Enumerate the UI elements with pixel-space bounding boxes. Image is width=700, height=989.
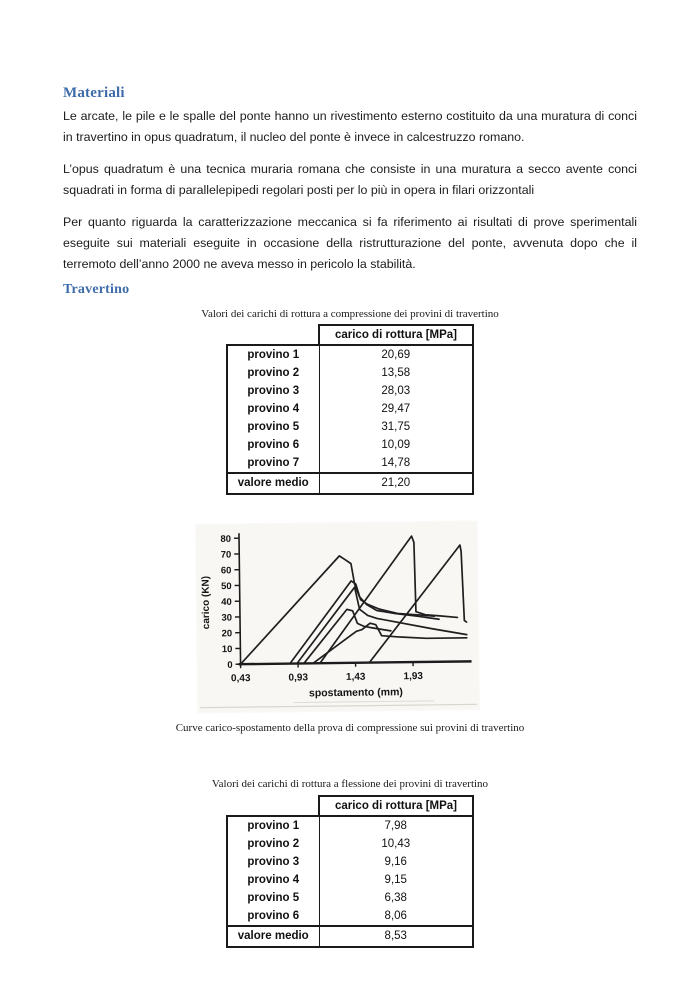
row-value: 8,53 [319,926,473,947]
y-tick-label: 30 [221,612,233,624]
y-tick-label: 50 [220,581,232,593]
heading-materiali: Materiali [63,85,125,101]
paragraph-opus-quadratum: L’opus quadratum è una tecnica muraria romana che consiste in una muratura a secco avente conci squadrati in forma di parallelepipedi regolari posti per lo più in opera in filari orizzontali [63,162,637,197]
row-label: provino 6 [227,436,319,454]
table-row [227,907,473,926]
row-label: valore medio [227,473,319,494]
header-blank-cell [227,325,319,345]
table-flessione-caption: Valori dei carichi di rottura a flessione dei provini di travertino [211,778,489,790]
table-row [227,418,473,436]
x-tick-label: 1,93 [403,670,424,683]
row-label: provino 4 [227,400,319,418]
row-value: 20,69 [319,345,473,364]
table-row [227,871,473,889]
series-curva-2 [289,580,435,664]
row-value: 9,16 [319,853,473,871]
x-tick-label: 0,43 [230,673,251,685]
table-compressione [226,324,474,495]
row-label: provino 5 [227,889,319,907]
table-row [227,364,473,382]
row-value: 21,20 [319,473,473,494]
scan-artifact-line [294,701,434,703]
row-value: 7,98 [319,816,473,835]
series-curva-7 [368,545,467,663]
y-axis-label: carico (KN) [200,575,213,630]
header-carico-di-rottura: carico di rottura [MPa] [319,796,473,816]
row-label: provino 1 [227,816,319,835]
table-row [227,400,473,418]
row-label: provino 2 [227,364,319,382]
table-row [227,853,473,871]
table-flessione [226,795,474,948]
heading-travertino: Travertino [63,282,130,297]
series-curva-4 [303,609,391,664]
table-header-row [227,325,473,345]
row-label: provino 1 [227,345,319,364]
row-label: provino 5 [227,418,319,436]
row-label: provino 7 [227,454,319,473]
table-footer-row [227,473,473,494]
y-tick-label: 70 [220,549,232,561]
y-axis [239,533,241,666]
row-value: 29,47 [319,400,473,418]
paragraph-caratterizzazione: Per quanto riguarda la caratterizzazione meccanica si fa riferimento ai risultati di prove sperimentali eseguite sui materiali eseguite in occasione della ristrutturazione del ponte, avvenuta dopo che il terremoto dell’anno 2000 ne aveva messo in pericolo la stabilità. [63,215,637,271]
table-row [227,345,473,364]
row-value: 6,38 [319,889,473,907]
y-tick-label: 60 [220,565,232,577]
row-label: provino 6 [227,907,319,926]
table-row [227,382,473,400]
table-compressione-caption: Valori dei carichi di rottura a compressione dei provini di travertino [201,308,499,320]
chart-figure [196,521,479,712]
row-value: 14,78 [319,454,473,473]
row-value: 28,03 [319,382,473,400]
y-tick-label: 10 [221,644,233,656]
y-tick-label: 20 [221,628,233,640]
header-blank-cell [227,796,319,816]
x-axis-label: spostamento (mm) [308,686,403,700]
x-tick-label: 1,43 [345,671,366,683]
row-label: valore medio [227,926,319,947]
table-row [227,454,473,473]
table-footer-row [227,926,473,947]
table-row [227,816,473,835]
row-label: provino 2 [227,835,319,853]
paragraph-intro: Le arcate, le pile e le spalle del ponte hanno un rivestimento esterno costituito da una muratura di conci in travertino in opus quadratum, il nucleo del ponte è invece in calcestruzzo romano. [63,109,637,144]
row-value: 8,06 [319,907,473,926]
row-value: 9,15 [319,871,473,889]
row-label: provino 3 [227,853,319,871]
series-curva-3 [296,586,467,664]
table-row [227,889,473,907]
header-carico-di-rottura: carico di rottura [MPa] [319,325,473,345]
y-tick-label: 80 [220,533,232,545]
row-value: 10,43 [319,835,473,853]
scan-artifact-line [200,704,477,707]
y-tick-label: 40 [221,596,232,608]
row-label: provino 4 [227,871,319,889]
row-value: 13,58 [319,364,473,382]
table-header-row [227,796,473,816]
row-value: 10,09 [319,436,473,454]
chart-caption: Curve carico-spostamento della prova di compressione sui provini di travertino [175,722,525,734]
load-displacement-chart [196,521,479,712]
y-tick-label: 0 [227,659,233,671]
table-row [227,436,473,454]
row-label: provino 3 [227,382,319,400]
x-tick-label: 0,93 [288,672,309,684]
table-row [227,835,473,853]
row-value: 31,75 [319,418,473,436]
